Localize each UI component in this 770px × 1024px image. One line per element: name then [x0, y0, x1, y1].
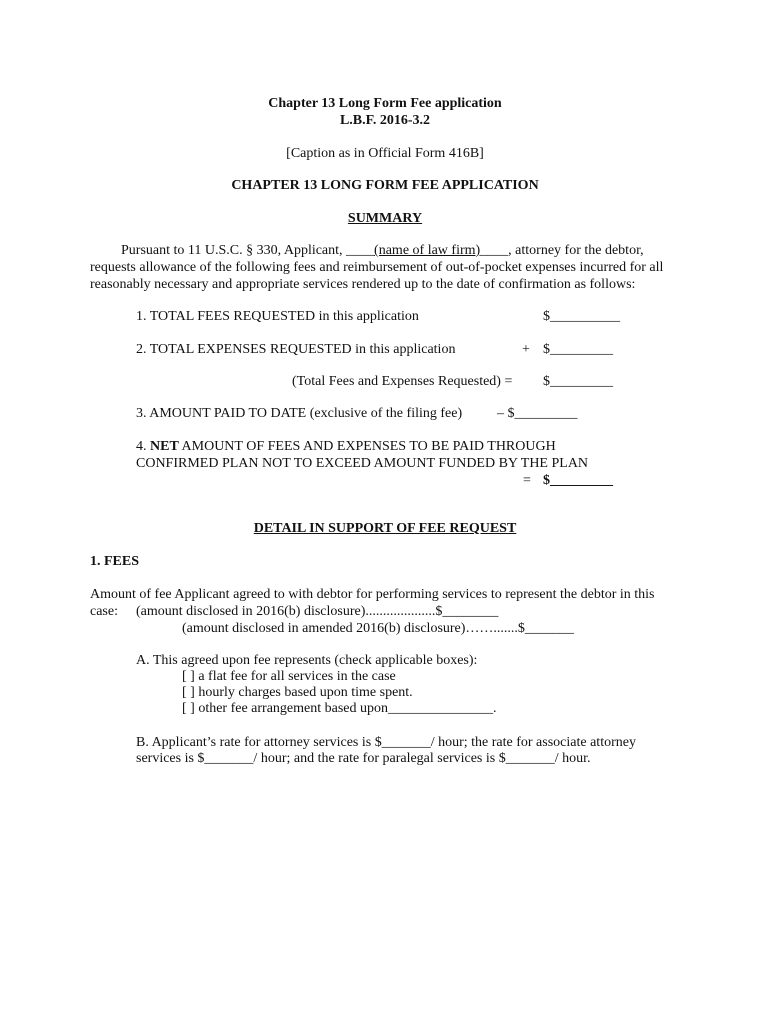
- agreed-fee-case-label: case:: [90, 604, 118, 619]
- rates-line-1: B. Applicant’s rate for attorney services is $_______/ hour; the rate for associate attorney: [136, 735, 636, 750]
- detail-heading: DETAIL IN SUPPORT OF FEE REQUEST: [253, 521, 517, 536]
- flat-fee-checkbox[interactable]: [ ] a flat fee for all services in the case: [182, 669, 396, 684]
- net-amount-line-1: [136, 438, 556, 455]
- intro-line-3: reasonably necessary and appropriate services rendered up to the date of confirmation as follows:: [90, 277, 636, 292]
- net-amount-line-2: CONFIRMED PLAN NOT TO EXCEED AMOUNT FUNDED BY THE PLAN: [136, 456, 589, 471]
- plus-sign: +: [522, 342, 530, 357]
- intro-line-2: requests allowance of the following fees and reimbursement of out-of-pocket expenses incurred for all: [90, 260, 664, 275]
- form-title: Chapter 13 Long Form Fee application: [268, 96, 502, 111]
- equals-sign: =: [523, 473, 531, 488]
- agreed-fee-line-1: Amount of fee Applicant agreed to with debtor for performing services to represent the debtor in this: [90, 587, 655, 602]
- total-fees-label: 1. TOTAL FEES REQUESTED in this application: [136, 309, 419, 324]
- main-heading: CHAPTER 13 LONG FORM FEE APPLICATION: [231, 178, 539, 193]
- agreed-fee-line-2: (amount disclosed in 2016(b) disclosure)....................$________: [136, 604, 499, 619]
- intro-prefix: Pursuant to 11 U.S.C. § 330, Applicant, ____: [121, 243, 375, 258]
- other-fee-checkbox[interactable]: [ ] other fee arrangement based upon_______________.: [182, 701, 497, 716]
- hourly-fee-checkbox[interactable]: [ ] hourly charges based upon time spent.: [182, 685, 413, 700]
- agreed-fee-line-3: (amount disclosed in amended 2016(b) disclosure)…….......$_______: [182, 621, 574, 636]
- intro-suffix: ____, attorney for the debtor,: [480, 243, 644, 258]
- total-fees-amount: $__________: [543, 309, 620, 324]
- summary-heading: SUMMARY: [347, 211, 423, 226]
- law-firm-placeholder: (name of law firm): [374, 243, 481, 258]
- net-keyword: NET: [150, 439, 179, 454]
- fee-type-label: A. This agreed upon fee represents (check applicable boxes):: [136, 653, 478, 668]
- net-item-number: 4.: [136, 439, 147, 454]
- total-requested-amount: $_________: [543, 374, 613, 389]
- caption-note: [Caption as in Official Form 416B]: [286, 146, 484, 161]
- total-expenses-amount: $_________: [543, 342, 613, 357]
- fees-section-heading: 1. FEES: [90, 554, 140, 569]
- net-item-text: AMOUNT OF FEES AND EXPENSES TO BE PAID THROUGH: [181, 439, 556, 454]
- intro-line-1: [121, 242, 644, 259]
- total-requested-label: (Total Fees and Expenses Requested) =: [292, 374, 513, 389]
- amount-paid-label: 3. AMOUNT PAID TO DATE (exclusive of the filing fee): [136, 406, 463, 421]
- total-expenses-label: 2. TOTAL EXPENSES REQUESTED in this application: [136, 342, 456, 357]
- rates-line-2: services is $_______/ hour; and the rate for paralegal services is $_______/ hour.: [136, 751, 591, 766]
- form-number: L.B.F. 2016-3.2: [339, 113, 431, 128]
- amount-paid-amount: – $_________: [497, 406, 578, 421]
- net-amount-value: $_________: [543, 473, 613, 488]
